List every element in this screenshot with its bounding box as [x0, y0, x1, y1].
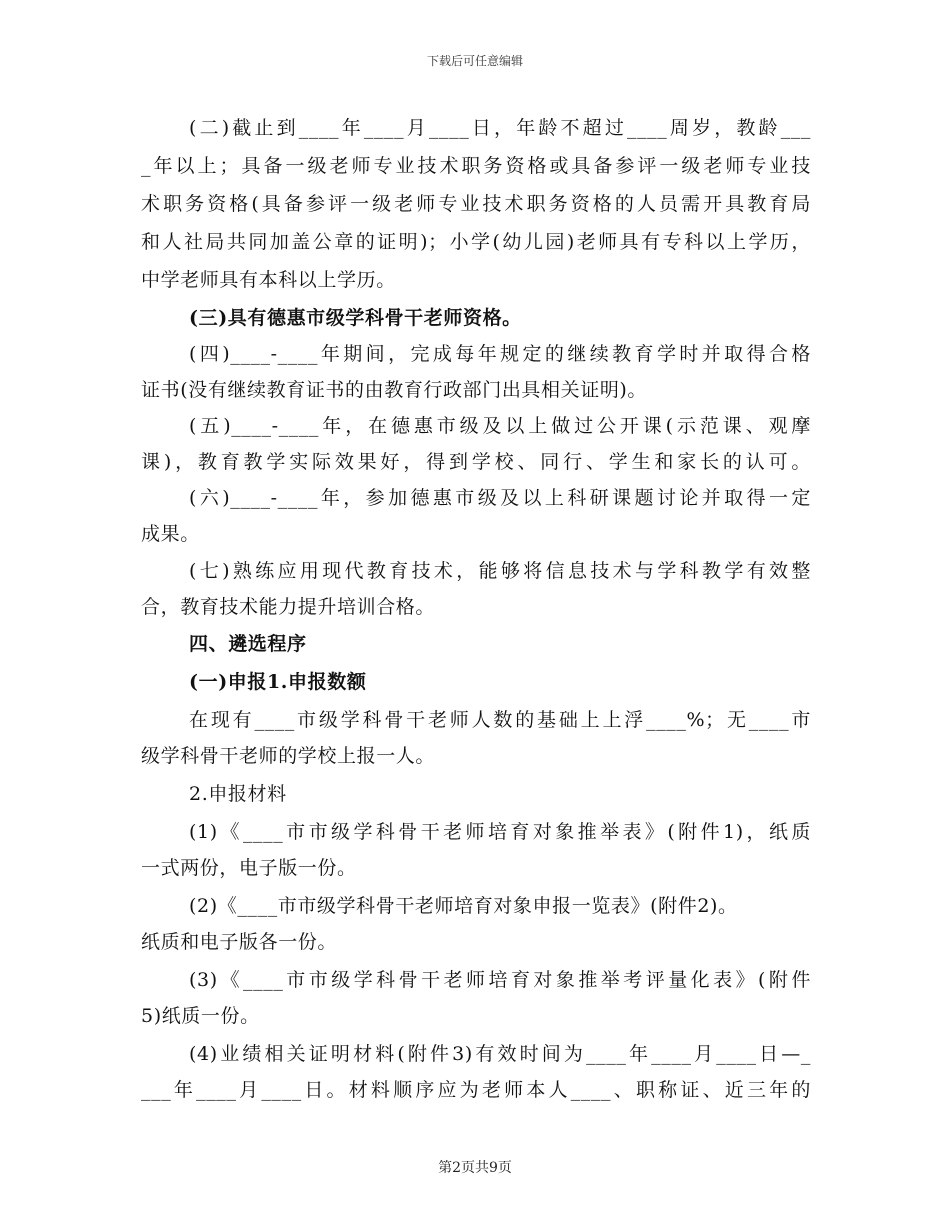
text-line: (七)熟练应用现代教育技术，能够将信息技术与学科教学有效整	[189, 560, 811, 582]
section-heading: (三)具有德惠市级学科骨干老师资格。	[189, 307, 522, 329]
text-line: 纸质和电子版各一份。	[141, 931, 338, 953]
text-line: 证书(没有继续教育证书的由教育行政部门出具相关证明)。	[141, 379, 648, 401]
page-footer: 第2页共9页	[438, 1160, 512, 1176]
text-line: 在现有____市级学科骨干老师人数的基础上上浮____%；无____市	[189, 709, 811, 731]
text-line: 合，教育技术能力提升培训合格。	[141, 596, 436, 618]
text-line: (3)《____市市级学科骨干老师培育对象推举考评量化表》(附件	[189, 969, 811, 991]
text-line: 2.申报材料	[189, 783, 287, 805]
text-line: ___年____月____日。材料顺序应为老师本人____、职称证、近三年的	[141, 1079, 811, 1101]
text-line: (2)《____市市级学科骨干老师培育对象申报一览表》(附件2)。	[189, 895, 738, 917]
text-line: 术职务资格(具备参评一级老师专业技术职务资格的人员需开具教育局	[141, 193, 811, 215]
text-line: (4)业绩相关证明材料(附件3)有效时间为____年____月____日—_	[189, 1043, 811, 1065]
text-line: (1)《____市市级学科骨干老师培育对象推举表》(附件1)，纸质	[189, 821, 811, 843]
text-line: 5)纸质一份。	[141, 1005, 260, 1027]
text-line: 一式两份，电子版一份。	[141, 857, 357, 879]
text-line: 级学科骨干老师的学校上报一人。	[141, 745, 436, 767]
text-line: 中学老师具有本科以上学历。	[141, 269, 396, 291]
page-header: 下载后可任意编辑	[426, 54, 523, 68]
text-line: (二)截止到____年____月____日，年龄不超过____周岁，教龄___	[189, 117, 811, 139]
text-line: 和人社局共同加盖公章的证明)；小学(幼儿园)老师具有专科以上学历，	[141, 231, 811, 253]
text-line: (四)____-____年期间，完成每年规定的继续教育学时并取得合格	[189, 343, 811, 365]
text-line: (五)____-____年，在德惠市级及以上做过公开课(示范课、观摩	[189, 415, 811, 437]
section-heading: 四、遴选程序	[189, 633, 307, 655]
text-line: 课)，教育教学实际效果好，得到学校、同行、学生和家长的认可。	[141, 451, 811, 473]
text-line: 成果。	[141, 523, 200, 545]
section-heading: (一)申报1.申报数额	[189, 671, 367, 693]
text-line: (六)____-____年，参加德惠市级及以上科研课题讨论并取得一定	[189, 487, 811, 509]
text-line: _年以上；具备一级老师专业技术职务资格或具备参评一级老师专业技	[141, 155, 811, 177]
